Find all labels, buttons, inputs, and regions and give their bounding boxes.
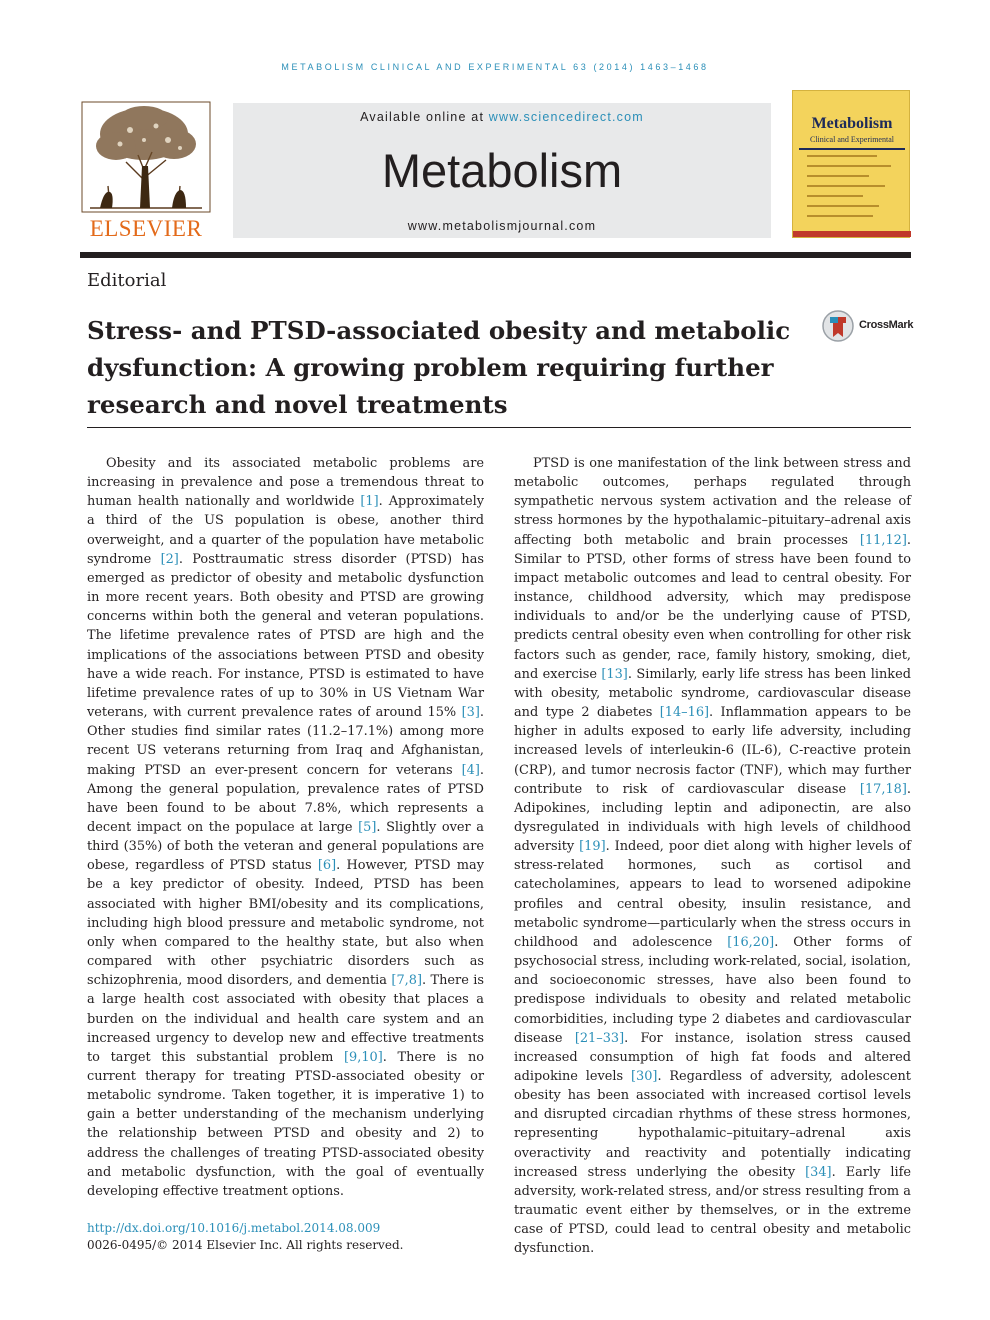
text-run: . There is a large health cost associated with obesity that places a burden on the individual and health care system and an increased urgency to develop new and effective treatments to target this substantial problem (87, 973, 484, 1065)
text-run: . However, PTSD may be a key predictor of obesity. Indeed, PTSD has been associated with higher BMI/obesity and its complications, including high blood pressure and metabolic syndrome, not only when compared to the healthy state, but also when compared with other psychiatric disorders such as schizophrenia, mood disorders, and dementia (87, 858, 484, 989)
body-column-right (514, 454, 911, 1259)
paragraph (87, 454, 484, 1201)
crossmark-badge[interactable] (821, 309, 913, 347)
text-run: PTSD is one manifestation of the link between stress and metabolic outcomes, perhaps regulated through sympathetic nervous system activation and the release of stress hormones by the hypothalamic–pituitary–adrenal axis affecting both metabolic and brain processes (514, 456, 911, 548)
text-run: . Other studies find similar rates (11.2–17.1%) among more recent US veterans returning from Iraq and Afghanistan, making PTSD an ever-present concern for veterans (87, 705, 484, 778)
header-rule (80, 252, 911, 258)
journal-cover-thumbnail[interactable] (792, 90, 910, 238)
copyright-line: 0026-0495/© 2014 Elsevier Inc. All rights reserved. (87, 1238, 404, 1252)
crossmark-icon (821, 309, 855, 343)
elsevier-wordmark: ELSEVIER (89, 216, 203, 241)
citation-link[interactable]: [4] (461, 762, 480, 778)
body-column-left (87, 454, 484, 1201)
citation-link[interactable]: [14–16] (659, 705, 710, 721)
citation-link[interactable]: [1] (360, 494, 379, 510)
text-run: . Similar to PTSD, other forms of stress have been found to impact metabolic outcomes and lead to central obesity. For instance, childhood adversity, which may predispose individuals to and/or be the underlying cause of PTSD, predicts central obesity even when controlling for other risk factors such as gender, race, family history, smoking, diet, and exercise (514, 532, 911, 682)
cover-decor-line (807, 175, 869, 177)
crossmark-label: CrossMark (859, 319, 914, 331)
text-run: . Indeed, poor diet along with higher levels of stress-related hormones, such as cortisol and catecholamines, appears to lead to worsened adipokine profiles and central obesity, insulin resistance, and metabolic syndrome—particularly when the stress occurs in childhood and adolescence (514, 839, 912, 950)
cover-decor-line (807, 215, 873, 217)
journal-banner (233, 103, 771, 238)
cover-decor-line (807, 195, 863, 197)
text-run: . Inflammation appears to be higher in adults exposed to early life adversity, including increased levels of interleukin-6 (IL-6), C-reactive protein (CRP), and tumor necrosis factor (TNF), which may further contribute to risk of cardiovascular disease (514, 705, 911, 797)
article-title: Stress- and PTSD-associated obesity and metabolic dysfunction: A growing problem requiring further research and novel treatments (87, 316, 791, 419)
cover-title: Metabolism (811, 115, 893, 132)
cover-rule (799, 148, 905, 150)
citation-link[interactable]: [9,10] (344, 1049, 383, 1065)
cover-decor-line (807, 165, 891, 167)
citation-link[interactable]: [19] (579, 839, 606, 855)
doi-link[interactable]: http://dx.doi.org/10.1016/j.metabol.2014.08.009 (87, 1221, 381, 1235)
cover-decor-line (807, 205, 879, 207)
citation-link[interactable]: [3] (461, 705, 480, 721)
available-prefix: Available online at (360, 110, 489, 124)
citation-link[interactable]: [17,18] (859, 781, 907, 797)
text-run: . Other forms of psychosocial stress, including work-related, social, isolation, and socioeconomic stresses, have also been found to predispose individuals to obesity and related metabolic comorbidities, including type 2 diabetes and cardiovascular disease (514, 934, 911, 1046)
sciencedirect-link[interactable]: www.sciencedirect.com (488, 110, 644, 124)
journal-name: Metabolism (381, 144, 623, 197)
citation-link[interactable]: [11,12] (859, 532, 907, 548)
text-run: . There is no current therapy for treating PTSD-associated obesity or metabolic syndrome. Taken together, it is imperative 1) to gain a better understanding of the mechanism underlying the relationship between PTSD and obesity and 2) to address the challenges of treating PTSD-associated obesity and metabolic dysfunction, with the goal of eventually developing effective treatment options. (87, 1049, 485, 1199)
citation-link[interactable]: [30] (630, 1069, 658, 1084)
running-head: METABOLISM CLINICAL AND EXPERIMENTAL 63 (2014) 1463–1468 (281, 62, 709, 72)
citation-link[interactable]: [16,20] (727, 934, 775, 950)
text-run: . Similarly, early life stress has been linked with obesity, metabolic syndrome, cardiovascular disease and type 2 diabetes (514, 666, 911, 721)
available-online-line (233, 110, 771, 124)
elsevier-logo[interactable] (80, 100, 212, 242)
elsevier-tree-icon (80, 100, 212, 215)
text-run: . Among the general population, prevalence rates of PTSD have been found to be about 7.8%, which represents a decent impact on the populace at large (87, 762, 484, 835)
text-run: . Regardless of adversity, adolescent obesity has been associated with increased cortisol levels and disrupted circadian rhythms of these stress hormones, representing hypothalamic–pituitary–adrenal axis overactivity and reactivity and potentially indicating increased stress underlying the obesity (514, 1069, 911, 1180)
citation-link[interactable]: [13] (601, 666, 628, 682)
text-run: . Early life adversity, work-related stress, and/or stress resulting from a traumatic event either by themselves, or in the extreme case of PTSD, could lead to central obesity and metabolic dysfunction. (514, 1164, 911, 1257)
journal-homepage-link[interactable]: www.metabolismjournal.com (407, 219, 597, 233)
text-run: . Approximately a third of the US population is obese, another third overweight, and a quarter of the population have metabolic syndrome (87, 494, 485, 567)
article-footer (87, 1220, 403, 1254)
cover-decor-line (807, 155, 877, 157)
citation-link[interactable]: [5] (358, 819, 377, 835)
text-run: . Posttraumatic stress disorder (PTSD) has emerged as predictor of obesity and metabolic dysfunction in more recent years. Both obesity and PTSD are growing concerns within both the general and veteran populations. The lifetime prevalence rates of PTSD are high and the implications of the associations between PTSD and obesity have a wide reach. For instance, PTSD is estimated to have lifetime prevalence rates of up to 30% in US Vietnam War veterans, with current prevalence rates of around 15% (87, 551, 484, 721)
article-type: Editorial (87, 270, 167, 291)
cover-decor-line (807, 185, 885, 187)
citation-link[interactable]: [34] (805, 1164, 832, 1180)
citation-link[interactable]: [6] (317, 858, 337, 874)
text-run: . For instance, isolation stress caused increased consumption of high fat foods and altered adipokine levels (514, 1030, 911, 1084)
title-rule (87, 427, 911, 428)
text-run: . Slightly over a third (35%) of both the veteran and general populations are obese, regardless of PTSD status (87, 819, 484, 874)
citation-link[interactable]: [21–33] (574, 1030, 625, 1046)
citation-link[interactable]: [2] (160, 551, 179, 567)
text-run: Obesity and its associated metabolic problems are increasing in prevalence and pose a tremendous threat to human health nationally and worldwide (87, 456, 484, 510)
cover-footer-bar (793, 231, 911, 237)
cover-subtitle: Clinical and Experimental (810, 135, 894, 144)
text-run: . Adipokines, including leptin and adiponectin, are also dysregulated in individuals with high levels of childhood adversity (514, 781, 911, 855)
paragraph (514, 454, 911, 1259)
citation-link[interactable]: [7,8] (391, 973, 422, 989)
